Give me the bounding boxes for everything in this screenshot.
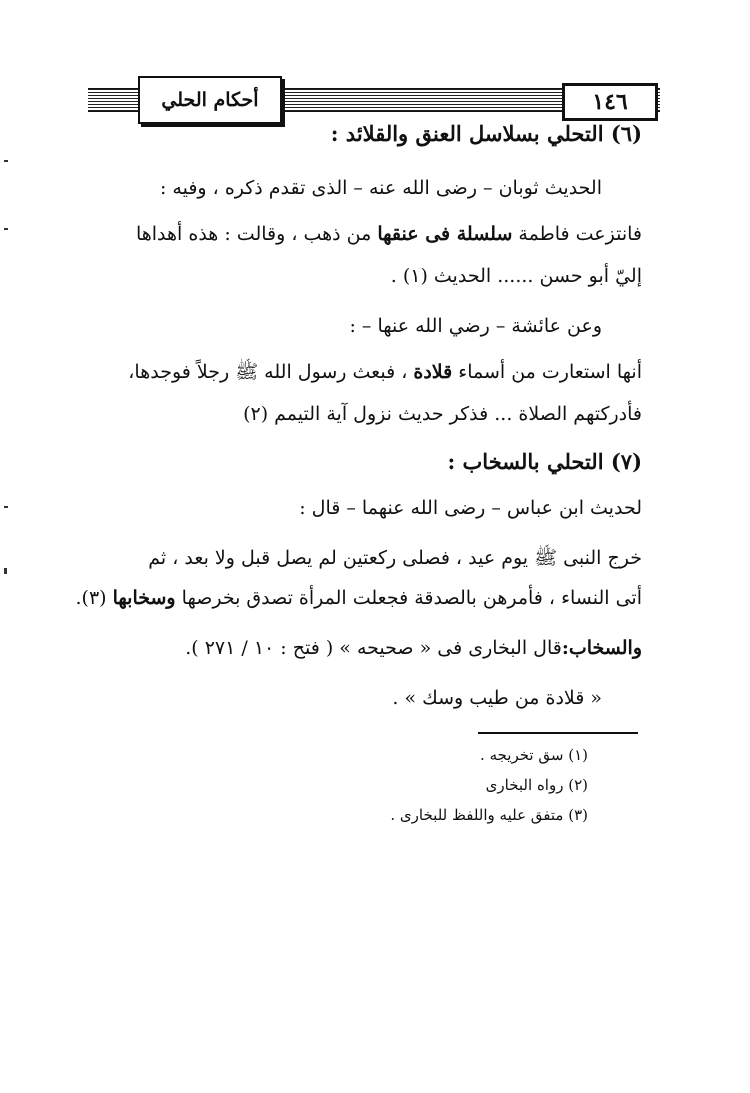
line-11: « قلادة من طيب وسك » . xyxy=(392,687,602,709)
line-5-a: أنها استعارت من أسماء xyxy=(452,361,642,383)
line-9-a: أتى النساء ، فأمرهن بالصدقة فجعلت المرأة تصدق بخرصها xyxy=(175,587,642,609)
line-1: الحديث ثوبان – رضى الله عنه – الذى تقدم ذكره ، وفيه : xyxy=(159,177,602,199)
margin-mark xyxy=(4,568,7,574)
line-7: لحديث ابن عباس – رضى الله عنهما – قال : xyxy=(299,497,642,519)
running-title: أحكام الحلي xyxy=(161,89,259,111)
line-5 xyxy=(96,352,642,392)
line-5-b: قلادة xyxy=(413,361,453,383)
line-2-b: سلسلة فى عنقها xyxy=(377,223,513,245)
margin-mark xyxy=(4,228,8,230)
footnote-1: (١) سق تخريجه . xyxy=(480,746,588,764)
line-5-c: ، فبعث رسول الله ﷺ رجلاً فوجدها، xyxy=(128,361,414,383)
line-10 xyxy=(96,628,642,668)
line-9-b: وسخابها xyxy=(112,587,176,609)
line-2-a: فانتزعت فاطمة xyxy=(512,223,642,245)
line-9-c: (٣). xyxy=(75,587,113,609)
page-number: ١٤٦ xyxy=(592,89,628,115)
line-2 xyxy=(96,214,642,254)
line-10-b: قال البخارى فى « صحيحه » ( فتح : ١٠ / ٢٧١ ). xyxy=(185,637,562,659)
heading-7: (٧) التحلي بالسخاب : xyxy=(447,449,642,474)
footnote-2: (٢) رواه البخارى xyxy=(485,776,588,794)
footnote-3: (٣) متفق عليه واللفظ للبخارى . xyxy=(390,806,588,824)
footnote-rule xyxy=(478,732,638,734)
line-9 xyxy=(75,578,642,618)
line-2-c: من ذهب ، وقالت : هذه أهداها xyxy=(135,223,378,245)
margin-mark xyxy=(4,506,8,508)
margin-mark xyxy=(4,160,8,162)
line-3: إليّ أبو حسن ...... الحديث (١) . xyxy=(390,265,642,287)
line-10-a: والسخاب: xyxy=(561,637,642,659)
line-6: فأدركتهم الصلاة ... فذكر حديث نزول آية التيمم (٢) xyxy=(243,403,642,425)
line-4: وعن عائشة – رضي الله عنها – : xyxy=(349,315,602,337)
heading-6: (٦) التحلي بسلاسل العنق والقلائد : xyxy=(330,121,642,146)
line-8: خرج النبى ﷺ يوم عيد ، فصلى ركعتين لم يصل قبل ولا بعد ، ثم xyxy=(148,547,642,569)
